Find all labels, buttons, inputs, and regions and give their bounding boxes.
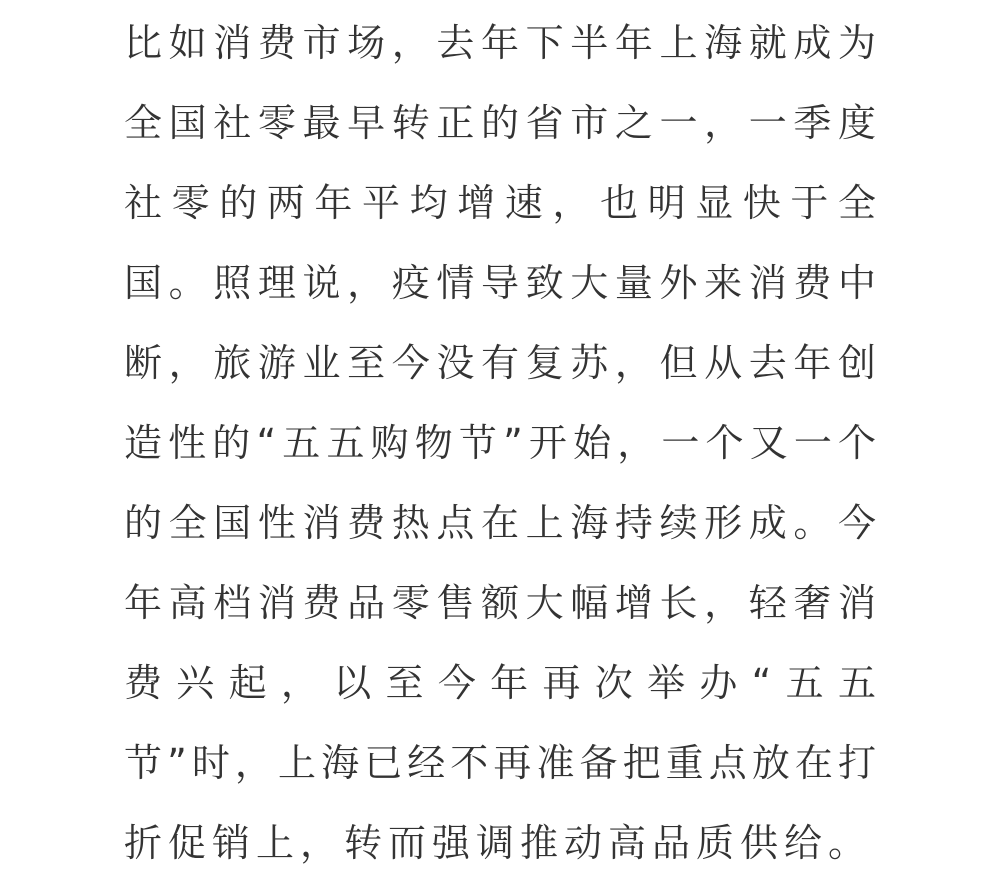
article-line-11: 折促销上，转而强调推动高品质供给。 (124, 821, 873, 865)
article-line-2: 全国社零最早转正的省市之一，一季度 (124, 101, 876, 145)
article-line-8: 年高档消费品零售额大幅增长，轻奢消 (124, 581, 876, 625)
article-line-5: 断，旅游业至今没有复苏，但从去年创 (124, 341, 876, 385)
article-line-7: 的全国性消费热点在上海持续形成。今 (124, 501, 876, 545)
article-line-3: 社零的两年平均增速，也明显快于全 (124, 181, 876, 225)
article-line-9: 费兴起，以至今年再次举办“五五 (124, 661, 876, 705)
article-line-6: 造性的“五五购物节”开始，一个又一个 (124, 421, 876, 465)
article-line-4: 国。照理说，疫情导致大量外来消费中 (124, 261, 876, 305)
article-line-10: 节”时，上海已经不再准备把重点放在打 (124, 741, 876, 785)
article-line-1: 比如消费市场，去年下半年上海就成为 (124, 21, 876, 65)
